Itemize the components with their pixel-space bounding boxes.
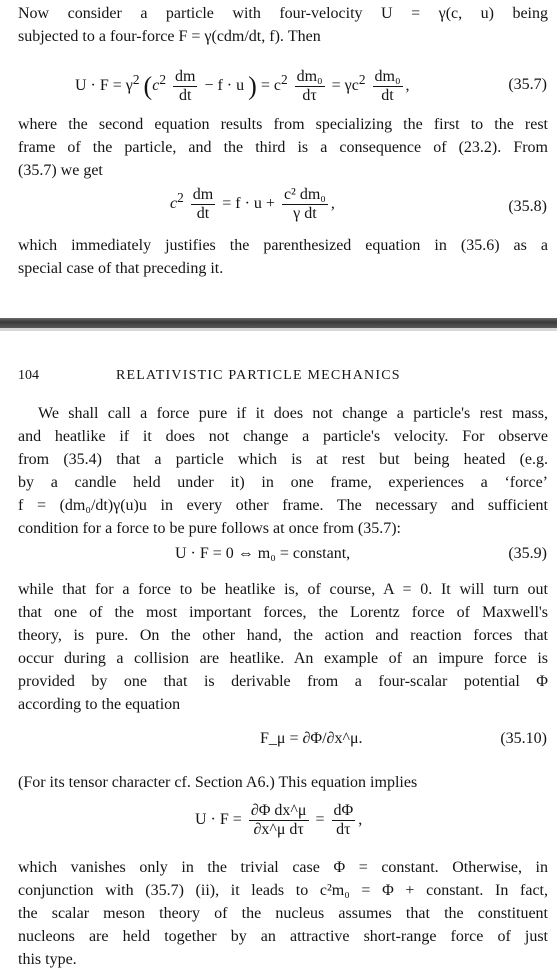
fraction: [295, 68, 325, 105]
equation-number: (35.9): [508, 545, 547, 562]
equation-dphi: [0, 800, 557, 848]
text-line: provided by one that is derivable from a four-scalar potential Φ: [18, 673, 548, 690]
eq-lhs: U · F = γ: [75, 77, 133, 95]
equation-35-9: [0, 545, 557, 571]
equation-number: (35.8): [508, 198, 547, 215]
text-line: according to the equation: [18, 696, 181, 713]
eq-lhs: U · F =: [195, 811, 242, 829]
text-line: special case of that preceding it.: [18, 260, 224, 277]
eq-paren-close: ): [248, 71, 257, 101]
fraction: [282, 186, 328, 223]
frac-num: dm: [192, 186, 214, 203]
page-number: 104: [18, 368, 39, 383]
eq-sup: 2: [358, 71, 366, 87]
frac-den: ∂x^μ dτ: [253, 821, 304, 838]
bottom-paragraph-2: [18, 578, 548, 716]
text-line: (35.7) we get: [18, 162, 103, 179]
equation-35-8: [0, 180, 557, 230]
text-line: f = (dm₀/dt)γ(u)u in every other frame. The necessary and sufficient: [18, 497, 548, 514]
text-line: the scalar meson theory of the nucleus assumes that the constituent: [18, 905, 548, 922]
text-line: We shall call a force pure if it does not change a particle's rest mass,: [38, 405, 548, 422]
frac-num: ∂Φ dx^μ: [250, 802, 307, 819]
fraction: [332, 802, 356, 839]
text-line: where the second equation results from specializing the first to the rest: [18, 116, 548, 133]
eq-c: c: [170, 195, 178, 213]
eq-paren-open: (: [143, 71, 153, 101]
equation-number: (35.10): [500, 730, 547, 747]
text-line: condition for a force to be pure follows at once from (35.7):: [18, 520, 401, 537]
equation-35-7: [0, 60, 557, 110]
fraction: [173, 68, 197, 105]
eq-tail: ,: [330, 195, 335, 213]
eq-sup: 2: [280, 71, 288, 87]
top-paragraph-2: [18, 113, 548, 182]
eq-mid: − f · u: [204, 77, 245, 95]
top-paragraph-3: [18, 234, 548, 280]
fraction: [373, 68, 403, 105]
fraction: [191, 186, 215, 223]
text-line: (For its tensor character cf. Section A6.) This equation implies: [18, 774, 418, 791]
eq-sup: 2: [132, 71, 140, 87]
eq-part: = γc: [331, 77, 359, 95]
eq-mid: = f · u +: [222, 195, 275, 213]
equation-body: [195, 802, 362, 839]
eq-tail: ,: [358, 811, 363, 829]
frac-num: dm₀: [374, 68, 401, 85]
equation-body: F_μ = ∂Φ/∂x^μ.: [260, 730, 363, 747]
text-line: this type.: [18, 951, 77, 968]
frac-den: dt: [179, 87, 192, 104]
text-line: frame of the particle, and the third is a consequence of (23.2). From: [18, 139, 548, 156]
bottom-paragraph-1: [18, 402, 548, 540]
top-paragraph-1: [18, 2, 548, 48]
page-divider-shadow: [0, 328, 557, 331]
frac-den: γ dt: [293, 205, 317, 222]
text-line: conjunction with (35.7) (ii), it leads to c²m₀ = Φ + constant. In fact,: [18, 882, 548, 899]
text-line: that one of the most important forces, the Lorentz force of Maxwell's: [18, 604, 548, 621]
text-line: Now consider a particle with four-velocity U = γ(c, u) being: [18, 5, 548, 22]
text-line: by a candle held under it) in one frame, experiences a ‘force’: [18, 474, 548, 491]
equation-35-10: [0, 730, 557, 756]
frac-den: dt: [381, 87, 394, 104]
frac-den: dτ: [336, 821, 351, 838]
frac-num: dm₀: [296, 68, 323, 85]
eq-c: c: [152, 77, 160, 95]
equation-body: [170, 186, 335, 223]
page-divider: [0, 318, 557, 328]
text-line: from (35.4) that a particle which is at rest but being heated (e.g.: [18, 451, 548, 468]
frac-den: dt: [196, 205, 210, 222]
eq-sup: 2: [159, 71, 166, 87]
eq-tail: ,: [405, 77, 410, 95]
text-line: and heatlike if it does not change a particle's velocity. For observe: [18, 428, 548, 445]
text-line: subjected to a four-force F = γ(cdm/dt, f). Then: [18, 28, 321, 45]
bottom-paragraph-3: [18, 771, 548, 794]
text-line: while that for a force to be heatlike is, of course, A = 0. It will turn out: [18, 581, 548, 598]
equation-body: U · F = 0 ⇔ m₀ = constant,: [175, 545, 351, 562]
eq-part: = c: [260, 77, 281, 95]
equation-body: [75, 68, 410, 105]
text-line: which immediately justifies the parenthesized equation in (35.6) as a: [18, 237, 548, 254]
frac-num: c² dm₀: [283, 186, 326, 203]
bottom-paragraph-4: [18, 856, 548, 971]
running-title: RELATIVISTIC PARTICLE MECHANICS: [116, 368, 401, 383]
frac-num: dm: [175, 68, 196, 85]
text-line: theory, is pure. On the other hand, the action and reaction forces that: [18, 627, 548, 644]
equation-number: (35.7): [508, 76, 547, 93]
text-line: which vanishes only in the trivial case Φ = constant. Otherwise, in: [18, 859, 548, 876]
eq-equals: =: [315, 811, 325, 829]
fraction: [249, 802, 309, 839]
frac-den: dτ: [302, 87, 317, 104]
text-line: nucleons are held together by an attractive short-range force of just: [18, 928, 548, 945]
eq-sup: 2: [177, 189, 184, 205]
text-line: occur during a collision are heatlike. An example of an impure force is: [18, 650, 548, 667]
frac-num: dΦ: [333, 802, 354, 819]
